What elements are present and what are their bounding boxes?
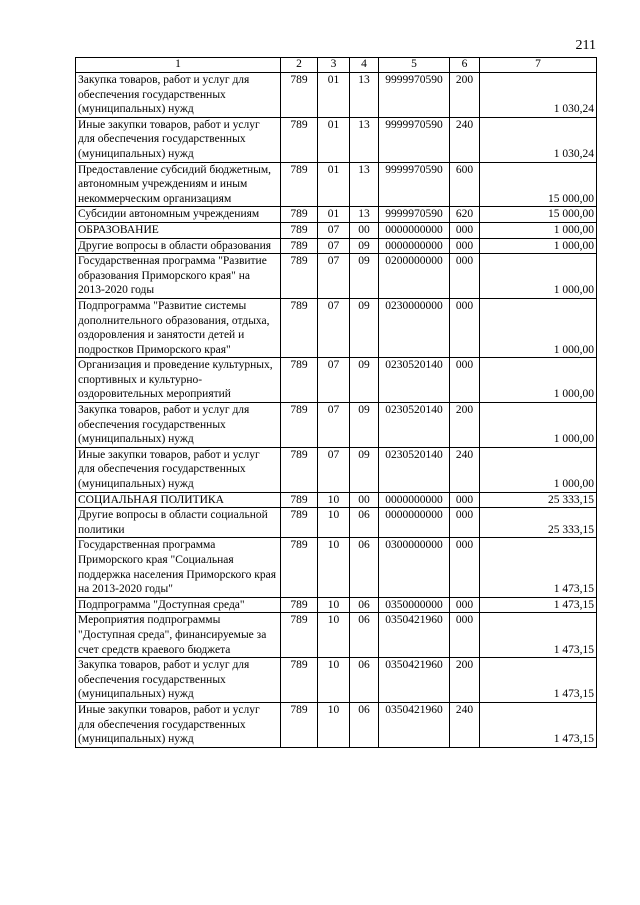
cell-ved: 789 (281, 538, 318, 597)
header-pr: 4 (350, 58, 379, 73)
table-row (76, 538, 597, 597)
table-row (76, 658, 597, 703)
table-row (76, 613, 597, 658)
cell-sum: 1 473,15 (480, 538, 597, 597)
cell-pr: 06 (350, 658, 379, 703)
cell-rz: 10 (318, 597, 350, 613)
cell-vr: 000 (450, 298, 480, 357)
cell-csr: 0000000000 (379, 508, 450, 538)
header-sum: 7 (480, 58, 597, 73)
cell-vr: 200 (450, 73, 480, 118)
table-row (76, 702, 597, 747)
cell-vr: 000 (450, 254, 480, 299)
table-row (76, 73, 597, 118)
cell-sum: 1 473,15 (480, 597, 597, 613)
cell-name: Подпрограмма "Доступная среда" (76, 597, 281, 613)
table-row (76, 222, 597, 238)
cell-rz: 10 (318, 613, 350, 658)
cell-rz: 10 (318, 508, 350, 538)
cell-name: Государственная программа Приморского края "Социальная поддержка населения Приморского края на 2013-2020 годы" (76, 538, 281, 597)
cell-rz: 01 (318, 117, 350, 162)
cell-vr: 000 (450, 613, 480, 658)
cell-ved: 789 (281, 73, 318, 118)
cell-name: Предоставление субсидий бюджетным, автономным учреждениям и иным некоммерческим организациям (76, 162, 281, 207)
cell-sum: 1 030,24 (480, 73, 597, 118)
cell-sum: 1 000,00 (480, 298, 597, 357)
cell-csr: 0300000000 (379, 538, 450, 597)
cell-vr: 620 (450, 207, 480, 223)
header-rz: 3 (318, 58, 350, 73)
cell-sum: 1 000,00 (480, 358, 597, 403)
table-row (76, 238, 597, 254)
table-row (76, 508, 597, 538)
cell-csr: 0350421960 (379, 702, 450, 747)
cell-pr: 13 (350, 73, 379, 118)
cell-vr: 000 (450, 358, 480, 403)
budget-table (75, 57, 597, 748)
cell-pr: 09 (350, 298, 379, 357)
cell-pr: 06 (350, 597, 379, 613)
cell-ved: 789 (281, 254, 318, 299)
header-csr: 5 (379, 58, 450, 73)
cell-csr: 0230000000 (379, 298, 450, 357)
cell-sum: 1 473,15 (480, 658, 597, 703)
cell-rz: 07 (318, 447, 350, 492)
cell-name: ОБРАЗОВАНИЕ (76, 222, 281, 238)
cell-rz: 07 (318, 358, 350, 403)
cell-vr: 000 (450, 508, 480, 538)
cell-pr: 00 (350, 222, 379, 238)
cell-name: Организация и проведение культурных, спортивных и культурно-оздоровительных мероприятий (76, 358, 281, 403)
cell-ved: 789 (281, 162, 318, 207)
cell-vr: 000 (450, 492, 480, 508)
cell-rz: 07 (318, 238, 350, 254)
cell-ved: 789 (281, 447, 318, 492)
cell-csr: 0350000000 (379, 597, 450, 613)
cell-pr: 13 (350, 117, 379, 162)
cell-csr: 9999970590 (379, 207, 450, 223)
cell-csr: 0230520140 (379, 358, 450, 403)
cell-vr: 000 (450, 222, 480, 238)
table-body (76, 73, 597, 748)
cell-ved: 789 (281, 492, 318, 508)
cell-csr: 0000000000 (379, 222, 450, 238)
cell-pr: 09 (350, 447, 379, 492)
cell-rz: 07 (318, 298, 350, 357)
cell-ved: 789 (281, 298, 318, 357)
cell-csr: 0200000000 (379, 254, 450, 299)
cell-ved: 789 (281, 613, 318, 658)
cell-pr: 09 (350, 238, 379, 254)
table-row (76, 162, 597, 207)
cell-ved: 789 (281, 658, 318, 703)
cell-rz: 10 (318, 492, 350, 508)
cell-sum: 1 000,00 (480, 222, 597, 238)
cell-rz: 07 (318, 222, 350, 238)
cell-sum: 15 000,00 (480, 162, 597, 207)
cell-pr: 09 (350, 403, 379, 448)
cell-rz: 10 (318, 702, 350, 747)
cell-ved: 789 (281, 207, 318, 223)
table-row (76, 254, 597, 299)
cell-name: Государственная программа "Развитие образования Приморского края" на 2013-2020 годы (76, 254, 281, 299)
cell-csr: 0230520140 (379, 447, 450, 492)
cell-ved: 789 (281, 403, 318, 448)
cell-pr: 06 (350, 538, 379, 597)
cell-name: Иные закупки товаров, работ и услуг для обеспечения государственных (муниципальных) нужд (76, 447, 281, 492)
cell-name: Субсидии автономным учреждениям (76, 207, 281, 223)
cell-csr: 0000000000 (379, 492, 450, 508)
cell-name: Закупка товаров, работ и услуг для обеспечения государственных (муниципальных) нужд (76, 73, 281, 118)
table-row (76, 447, 597, 492)
page-number: 211 (575, 38, 596, 53)
table-row (76, 298, 597, 357)
cell-rz: 07 (318, 254, 350, 299)
cell-vr: 240 (450, 117, 480, 162)
cell-name: Иные закупки товаров, работ и услуг для обеспечения государственных (муниципальных) нужд (76, 117, 281, 162)
cell-rz: 10 (318, 658, 350, 703)
cell-sum: 1 000,00 (480, 447, 597, 492)
cell-pr: 06 (350, 702, 379, 747)
cell-csr: 9999970590 (379, 73, 450, 118)
table-row (76, 207, 597, 223)
cell-ved: 789 (281, 238, 318, 254)
cell-ved: 789 (281, 597, 318, 613)
cell-pr: 13 (350, 162, 379, 207)
cell-pr: 06 (350, 508, 379, 538)
cell-rz: 01 (318, 162, 350, 207)
cell-vr: 000 (450, 238, 480, 254)
cell-name: Закупка товаров, работ и услуг для обеспечения государственных (муниципальных) нужд (76, 658, 281, 703)
cell-name: СОЦИАЛЬНАЯ ПОЛИТИКА (76, 492, 281, 508)
cell-pr: 13 (350, 207, 379, 223)
cell-vr: 240 (450, 702, 480, 747)
cell-pr: 06 (350, 613, 379, 658)
cell-rz: 01 (318, 73, 350, 118)
cell-pr: 00 (350, 492, 379, 508)
cell-csr: 0350421960 (379, 613, 450, 658)
cell-rz: 10 (318, 538, 350, 597)
cell-vr: 240 (450, 447, 480, 492)
cell-ved: 789 (281, 117, 318, 162)
cell-csr: 0000000000 (379, 238, 450, 254)
cell-vr: 200 (450, 403, 480, 448)
cell-name: Мероприятия подпрограммы "Доступная среда", финансируемые за счет средств краевого бюджета (76, 613, 281, 658)
cell-sum: 1 000,00 (480, 254, 597, 299)
cell-vr: 000 (450, 597, 480, 613)
cell-sum: 15 000,00 (480, 207, 597, 223)
cell-name: Другие вопросы в области социальной политики (76, 508, 281, 538)
header-vr: 6 (450, 58, 480, 73)
table-row (76, 492, 597, 508)
table-row (76, 403, 597, 448)
cell-sum: 25 333,15 (480, 492, 597, 508)
cell-csr: 0350421960 (379, 658, 450, 703)
cell-vr: 000 (450, 538, 480, 597)
cell-csr: 0230520140 (379, 403, 450, 448)
cell-sum: 1 473,15 (480, 613, 597, 658)
cell-csr: 9999970590 (379, 117, 450, 162)
cell-ved: 789 (281, 702, 318, 747)
cell-ved: 789 (281, 508, 318, 538)
cell-rz: 01 (318, 207, 350, 223)
cell-pr: 09 (350, 358, 379, 403)
cell-ved: 789 (281, 222, 318, 238)
cell-vr: 200 (450, 658, 480, 703)
table-header-row (76, 58, 597, 73)
cell-name: Другие вопросы в области образования (76, 238, 281, 254)
table-row (76, 117, 597, 162)
cell-sum: 1 000,00 (480, 238, 597, 254)
cell-ved: 789 (281, 358, 318, 403)
cell-sum: 25 333,15 (480, 508, 597, 538)
cell-name: Подпрограмма "Развитие системы дополнительного образования, отдыха, оздоровления и занятости детей и подростков Приморского края" (76, 298, 281, 357)
header-ved: 2 (281, 58, 318, 73)
cell-sum: 1 473,15 (480, 702, 597, 747)
header-name: 1 (76, 58, 281, 73)
cell-vr: 600 (450, 162, 480, 207)
cell-name: Иные закупки товаров, работ и услуг для обеспечения государственных (муниципальных) нужд (76, 702, 281, 747)
cell-rz: 07 (318, 403, 350, 448)
cell-name: Закупка товаров, работ и услуг для обеспечения государственных (муниципальных) нужд (76, 403, 281, 448)
cell-sum: 1 000,00 (480, 403, 597, 448)
table-row (76, 358, 597, 403)
cell-pr: 09 (350, 254, 379, 299)
cell-csr: 9999970590 (379, 162, 450, 207)
table-row (76, 597, 597, 613)
cell-sum: 1 030,24 (480, 117, 597, 162)
